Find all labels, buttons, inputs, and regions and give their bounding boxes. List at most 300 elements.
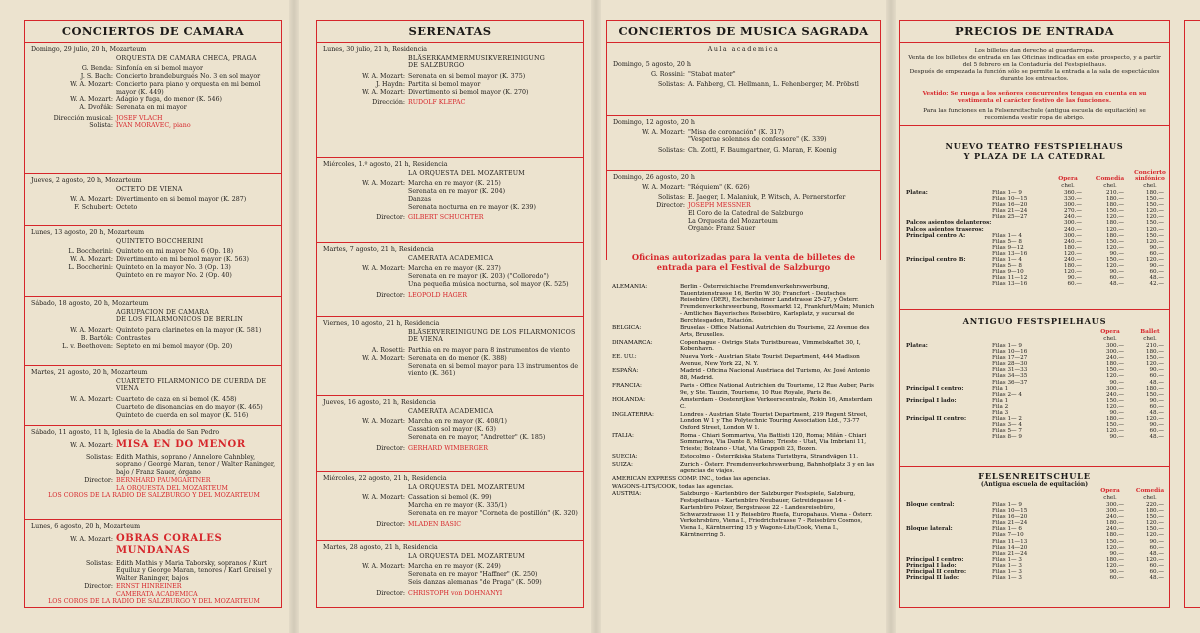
price-value: 60.— [1149,569,1164,576]
concert-date: Miércoles, 22 agosto, 21 h, Residencia [323,475,447,482]
concert-entry [607,116,880,171]
composer-label: W. A. Mozart: [642,128,685,136]
panel-title: PRECIOS DE ENTRADA [900,21,1169,43]
concert-entry [317,317,583,396]
seat-section: Principal centro A: [906,232,966,239]
ensemble-name: La Orquesta del Mozarteum [688,217,778,225]
credit-value: Edith Mathis y Maria Taborsky, sopranos / Kurt Equiluz y George Maran, tenores / Karl Greisel y Walter Raninger, bajos [116,559,272,583]
column-header: Ballet [1140,329,1160,335]
price-value: 150.— [1145,391,1164,398]
ensemble-name: LA ORQUESTA DEL MOZARTEUM [408,169,525,177]
row-range: Filas 1— 3 [992,562,1022,569]
ensemble-row [323,55,579,63]
seat-section: Principal II centro: [906,416,967,423]
price-row [906,575,1163,581]
work-title: Danzas [408,195,432,203]
credit-row [323,292,579,300]
row-range: Filas 21—24 [992,208,1028,215]
program-row [31,196,277,204]
price-value: 150.— [1145,355,1164,362]
concert-entry [317,472,583,541]
row-range: Filas 5— 8 [992,263,1022,270]
work-title: Contrastes [116,334,151,342]
section-divider [900,309,1169,310]
work-headline: MISA EN DO MENOR [116,438,246,450]
price-value: 300.— [1105,508,1124,515]
composer-label [323,434,408,442]
concert-date: Martes, 28 agosto, 21 h, Residencia [323,544,438,551]
office-address: Salzburgo - Kartenbüro der Salzburger Festspiele, Salzburg, Festspielhaus - Kartenbüro Neubauer, Getreidegasse 14 - Kartenbüro Polzer, Bergstrasse 22 - Landesreisebüro, Schwarzstrasse 11 y Reisebüro Ruefa, Europahaus. Viena - Österr. Verkehrsbüro, Viena I., Friedrichstrasse 7 - Reisebüro Cosmos, Viena I., Kärntnerring 15 y Wagons-Lits/Cook, Viena I., Kärntnerring 5. [680,491,873,538]
spacer [613,225,688,233]
price-value: 60.— [1149,373,1164,380]
credit-row [323,214,579,222]
price-value: 150.— [1145,202,1164,209]
row-range: Filas 1— 6 [992,526,1022,533]
row-range: Filas 7—10 [992,532,1024,539]
program-row [323,494,579,502]
concert-entry [25,43,281,174]
country-label: FRANCIA: [612,382,642,389]
price-table [906,502,1163,581]
price-value: 90.— [1109,434,1124,441]
program-row [323,81,579,89]
row-range: Filas 11—12 [992,275,1028,282]
spacer [323,329,408,337]
credit-label: Solistas: [85,453,113,461]
row-range: Filas 17—27 [992,355,1028,362]
country-label: SUIZA: [612,461,633,468]
ensemble-name: El Coro de la Catedral de Salzburgo [688,209,804,217]
row-range: Filas 2— 4 [992,391,1022,398]
price-value: 48.— [1149,410,1164,417]
office-address: Roma - Chiari Sommariva, Via Battisti 120, Roma; Milán - Chiari Sommariva, Via Dante 8, Milano; Trieste - Utat, Via Imbriani 11, Trieste; Bolzano - Utat, Via Grappoli 23, Bozen. [680,432,867,453]
column-header: Opera [1100,488,1120,494]
credit-row [323,99,579,107]
credit-row [323,521,579,529]
ensemble-row [31,186,277,194]
composer-label [323,273,408,281]
seat-section: Principal I centro: [906,556,964,563]
seat-section: Principal II lado: [906,575,960,582]
price-value: 48.— [1109,281,1124,288]
work-title: Marcha en re mayor (K. 237) [408,265,501,273]
price-row [906,281,1163,287]
work-title: Divertimento en mi bemol mayor (K. 563) [116,256,250,264]
row-range: Filas 10—16 [992,349,1028,356]
concert-date: Lunes, 6 agosto, 20 h, Mozarteum [31,523,141,530]
ensemble-name: BLÄSERKAMMERMUSIKVEREINIGUNG [408,54,545,62]
program-row [323,434,579,442]
country-label: EE. UU.: [612,354,637,361]
venue-name: Aula academica [707,46,780,53]
office-address: WAGONS-LITS/COOK, todas las agencias. [612,483,734,490]
work-title: Adagio y fuga, do menor (K. 546) [116,96,222,104]
column-header: Opera [1058,176,1078,182]
row-range: Filas 1— 4 [992,232,1022,239]
price-value: 90.— [1109,550,1124,557]
price-value: 150.— [1105,257,1124,264]
panel-precios [899,20,1170,608]
price-value: 48.— [1149,275,1164,282]
ensemble-row [31,309,277,317]
price-value: 150.— [1105,208,1124,215]
program-row [31,65,277,73]
credit-value: Edith Mathis, soprano / Annelore Cahnbley, soprano / George Maran, tenor / Walter Raninger, bajo / Franz Sauer, órgano [116,453,276,477]
composer-label: W. A. Mozart: [362,73,405,81]
price-value: 42.— [1149,281,1164,288]
spacer [323,62,408,70]
office-address: Londres - Austrian State Tourist Department, 219 Regent Street, London W 1 y The Polytechnic Touring Association Ltd., 73-77 Oxford Street, London W 1. [680,411,868,432]
spacer [31,238,116,246]
credit-label: Director: [656,202,685,210]
office-address: AMERICAN EXPRESS COMP. INC., todas las agencias. [612,475,771,482]
office-address: Estocolmo - Österrikiska Statens Turistbyra, Strandvägen 11. [680,453,858,460]
work-title: Serenata en re mayor "Haffner" (K. 250) [408,571,538,579]
section-divider [900,466,1169,467]
ensemble-row [323,170,579,178]
spacer [613,218,688,226]
price-value: 90.— [1149,244,1164,251]
program-row [323,265,579,273]
concert-entry [317,396,583,472]
office-address: Bruselas - Office National Autrichien du Tourisme, 22 Avenue des Arts, Bruxelles. [680,325,870,338]
composer-label [323,571,408,579]
price-value: 48.— [1149,434,1164,441]
concert-date: Miércoles, 1.º agosto, 21 h, Residencia [323,161,448,168]
office-row [612,454,875,461]
credit-row [613,202,874,210]
work-headline: OBRAS CORALES MUNDANAS [116,532,223,556]
credit-value: Ch. Zottl, F. Baumgartner, G. Maran, F. Koenig [688,147,837,155]
spacer [323,484,408,492]
concert-date: Lunes, 13 agosto, 20 h, Mozarteum [31,229,145,236]
program-row [323,571,579,579]
composer-label: W. A. Mozart: [70,396,113,404]
credit-label: Solistas: [85,559,113,567]
composer-label [323,510,408,518]
seat-section: Palcos asientos traseros: [906,226,984,233]
program-row [31,343,277,351]
composer-label: W. A. Mozart: [70,96,113,104]
concert-entry [317,43,583,158]
price-value: 210.— [1145,343,1164,349]
seat-section: Principal I lado: [906,562,957,569]
ensemble-name: ORQUESTA DE CAMARA CHECA, PRAGA [116,54,257,62]
currency-unit: chel. [1143,183,1157,189]
hall-name: Y PLAZA DE LA CATEDRAL [963,151,1106,161]
office-address: Madrid - Oficina Nacional Austriaca del Turismo, Av. José Antonio 88, Madrid. [680,368,870,382]
seat-section: Principal II centro: [906,569,967,576]
price-value: 120.— [1105,562,1124,569]
composer-label: W. A. Mozart: [642,183,685,191]
country-label: ITALIA: [612,432,634,439]
seat-section: Palcos asientos delanteros: [906,220,992,227]
price-value: 120.— [1145,556,1164,563]
price-value: 90.— [1067,275,1082,282]
office-row [612,325,875,338]
seat-section: Principal centro B: [906,257,966,264]
price-value: 150.— [1105,422,1124,429]
spacer [31,316,116,324]
row-range: Filas 11—13 [992,538,1028,545]
price-value: 180.— [1145,385,1164,392]
office-address: Nueva York - Austrian State Tourist Department, 444 Madison Avenue, New York 22, N. Y. [680,354,860,367]
currency-unit: chel. [1061,183,1075,189]
panel-serenatas [316,20,584,608]
price-value: 150.— [1145,526,1164,533]
composer-label: W. A. Mozart: [362,88,405,96]
concert-entry [607,58,880,116]
program-row [323,510,579,518]
work-title: Serenata nocturna en re mayor (K. 239) [408,203,536,211]
concert-date: Domingo, 12 agosto, 20 h [613,119,695,126]
price-value: 300.— [1063,232,1082,239]
row-range: Filas 9—12 [992,244,1024,251]
price-value: 360.— [1063,190,1082,196]
credit-label: Solistas: [657,194,685,202]
row-range: Filas 1— 3 [992,556,1022,563]
row-range: Filas 1— 9 [992,502,1022,508]
spacer [323,170,408,178]
price-value: 240.— [1063,238,1082,245]
composer-label [323,363,408,378]
ensemble-name: DE VIENA [408,336,443,344]
credit-label: Director: [376,589,405,597]
seat-section [906,281,992,287]
fold-crease [886,0,896,633]
price-value: 240.— [1063,257,1082,264]
price-table [906,343,1163,441]
program-row [323,204,579,212]
work-title: Octeto [116,204,138,212]
credit-label: Director: [84,476,113,484]
price-value: 240.— [1105,514,1124,521]
program-row [323,273,579,281]
composer-label [323,204,408,212]
price-value: 90.— [1149,367,1164,374]
price-value: 120.— [1063,250,1082,257]
section-divider [900,125,1169,126]
work-title: Quinteto para clarinetes en la mayor (K. 581) [116,327,262,335]
price-value: 60.— [1067,281,1082,288]
credit-label: Director: [84,582,113,590]
credit-value: A. Fahberg, Cl. Hellmann, L. Fehenberger, M. Pröbstl [688,81,859,89]
row-range: Filas 16—20 [992,202,1028,209]
row-range: Filas 31—33 [992,367,1028,374]
offices-title: Oficinas autorizadas para la venta de billetes de entrada para el Festival de Salzburgo [631,252,856,272]
composer-label: J. Haydn: [375,80,405,88]
spacer [31,55,116,63]
price-value: 120.— [1105,244,1124,251]
composer-label: G. Benda: [81,65,113,73]
currency-unit: chel. [1143,495,1157,501]
office-address: Amsterdam - Oostenrijkse Verkeerscentrale, Rokin 16, Amsterdam C. [680,397,873,410]
row-range: Filas 13—16 [992,250,1028,257]
ensemble-row [323,484,579,492]
work-title: "Stabat mater" [688,70,736,78]
program-row [31,96,277,104]
composer-label: W. A. Mozart: [70,196,113,204]
extra-row [613,225,874,233]
row-range: Filas 28—30 [992,361,1028,368]
price-value: 300.— [1105,349,1124,356]
headline-row [31,439,277,451]
composer-label [613,136,688,144]
concert-date: Sábado, 11 agosto, 11 h, Iglesia de la Abadía de San Pedro [31,429,220,436]
credit-value: LEOPOLD HAGER [408,291,467,299]
ensemble-row [323,553,579,561]
concert-entry [317,243,583,317]
work-title: "Vesperae solennes de confessore" (K. 339) [688,136,827,144]
currency-unit: chel. [1143,336,1157,342]
price-value: 330.— [1063,196,1082,203]
concert-entry [25,226,281,297]
row-range: Filas 10—15 [992,196,1028,203]
ensemble-name: DE SALZBURGO [408,62,465,70]
ensemble-row [323,408,579,416]
work-title: Serenata en re mayor, "Andretter" (K. 185) [408,433,546,441]
currency-unit: chel. [1103,495,1117,501]
choir-name: CAMERATA ACADEMICA [116,590,198,598]
concert-entry [25,426,281,520]
ensemble-name: LA ORQUESTA DEL MOZARTEUM [408,552,525,560]
seat-section: Principal I lado: [906,397,957,404]
info-text: Los billetes dan derecho al guardarropa. [974,48,1095,54]
composer-label: W. A. Mozart: [362,418,405,426]
office-row [612,484,875,491]
credit-value: JOSEPH MESSNER [688,202,751,210]
price-value: 180.— [1105,416,1124,423]
program-row [613,129,874,137]
row-range: Filas 34—35 [992,373,1028,380]
row-range: Filas 10—15 [992,508,1028,515]
spacer [323,336,408,344]
concert-entry [317,541,583,608]
row-range: Filas 8— 9 [992,434,1022,441]
price-value: 270.— [1063,208,1082,215]
price-value: 150.— [1105,367,1124,374]
price-value: 60.— [1149,562,1164,569]
ensemble-row [323,329,579,337]
credit-row [613,147,874,155]
credit-value: GERHARD WIMBERGER [408,444,488,452]
seat-section [906,434,992,440]
currency-unit: chel. [1103,336,1117,342]
spacer [31,186,116,194]
price-value: 120.— [1145,532,1164,539]
composer-label: L. v. Beethoven: [62,342,113,350]
row-range: Fila 2 [992,403,1009,410]
price-value: 60.— [1149,250,1164,257]
price-value: 180.— [1063,263,1082,270]
program-row [323,579,579,587]
composer-label: J. S. Bach: [80,73,113,81]
work-title: "Misa de coronación" (K. 317) [688,128,784,136]
price-value: 90.— [1109,269,1124,276]
work-title: Seis danzas alemanas "de Praga" (K. 509) [408,578,542,586]
composer-label: W. A. Mozart: [362,354,405,362]
price-value: 180.— [1105,232,1124,239]
work-title: Quinteto en mi mayor No. 6 (Op. 18) [116,248,234,256]
info-text: Después de empezada la función sólo se permite la entrada a la sala de espectáculos durante los entreactos. [909,69,1160,82]
credit-row [323,590,579,598]
work-title: Sinfonía en si bemol mayor [116,65,203,73]
row-range: Filas 1— 4 [992,257,1022,264]
spacer [31,378,116,393]
price-value: 120.— [1145,257,1164,264]
next-panel-edge [1180,0,1200,633]
program-row [613,136,874,144]
work-title: Quinteto de cuerda en sol mayor (K. 516) [116,411,249,419]
panel-sagrada [606,20,881,260]
country-label: BELGICA: [612,325,642,332]
composer-label: G. Rossini: [650,70,685,78]
price-value: 150.— [1105,397,1124,404]
office-row [612,491,875,538]
price-value: 48.— [1149,379,1164,386]
price-value: 60.— [1109,275,1124,282]
program-row [323,418,579,426]
credit-value: IVAN MORAVEC, piano [116,122,191,130]
work-title: Partita si bemol mayor [408,80,481,88]
work-title: Concierto para piano y orquesta en mi bemol mayor (K. 449) [116,80,261,96]
extra-row [613,218,874,226]
concert-entry [607,171,880,260]
credit-label: Solistas: [657,147,685,155]
work-title: Serenata en si bemol mayor para 13 instrumentos de viento (K. 361) [408,362,579,378]
panel-title: SERENATAS [317,21,583,43]
program-row [31,412,277,420]
price-value: 90.— [1149,538,1164,545]
program-row [323,426,579,434]
credit-row [31,122,277,130]
program-row [323,355,579,363]
ensemble-name: CAMERATA ACADEMICA [408,407,494,415]
composer-label: A. Dvořák: [79,103,113,111]
country-label: AUSTRIA: [612,491,642,498]
credit-label: Solista: [89,122,113,130]
ensemble-row [323,62,579,70]
column-header: Comedia [1135,488,1165,494]
composer-label [323,188,408,196]
choir-name: LA ORQUESTA DEL MOZARTEUM [116,484,228,492]
seat-section: Principal I centro: [906,385,964,392]
work-title: Serenata en si bemol mayor (K. 375) [408,73,526,81]
composer-label: W. A. Mozart: [70,256,113,264]
hall-name: NUEVO TEATRO FESTSPIELHAUS [945,141,1124,151]
work-title: Serenata en do menor (K. 388) [408,354,507,362]
credit-label: Dirección: [372,99,405,107]
credit-value: RUDOLF KLEPAC [408,99,466,107]
row-range: Filas 1— 9 [992,343,1022,349]
composer-label [323,579,408,587]
program-row [31,335,277,343]
price-value: 240.— [1063,214,1082,221]
office-address: Copenhague - Ostrigs Stats Turistbureau, Vimmelskaftet 30, I, Kobenhavn. [680,339,861,353]
concert-date: Sábado, 18 agosto, 20 h, Mozarteum [31,300,149,307]
program-row [613,184,874,192]
price-value: 180.— [1105,202,1124,209]
credit-row [31,560,277,583]
work-title: "Réquiem" (K. 626) [688,183,750,191]
work-title: Concierto brandeburgués No. 3 en sol mayor [116,73,261,81]
price-value: 120.— [1105,214,1124,221]
composer-label [323,426,408,434]
country-label: ALEMANIA: [612,284,648,290]
ensemble-name: AGRUPACION DE CAMARA [116,308,210,316]
work-title: Marcha en re mayor (K. 215) [408,180,501,188]
office-address: Paris - Office National Autrichien du Tourisme, 12 Rue Auber, Paris 9e, y Ste. Tauzin, Tourisme, 10 Rue Royale, Paris 8e. [680,382,874,396]
